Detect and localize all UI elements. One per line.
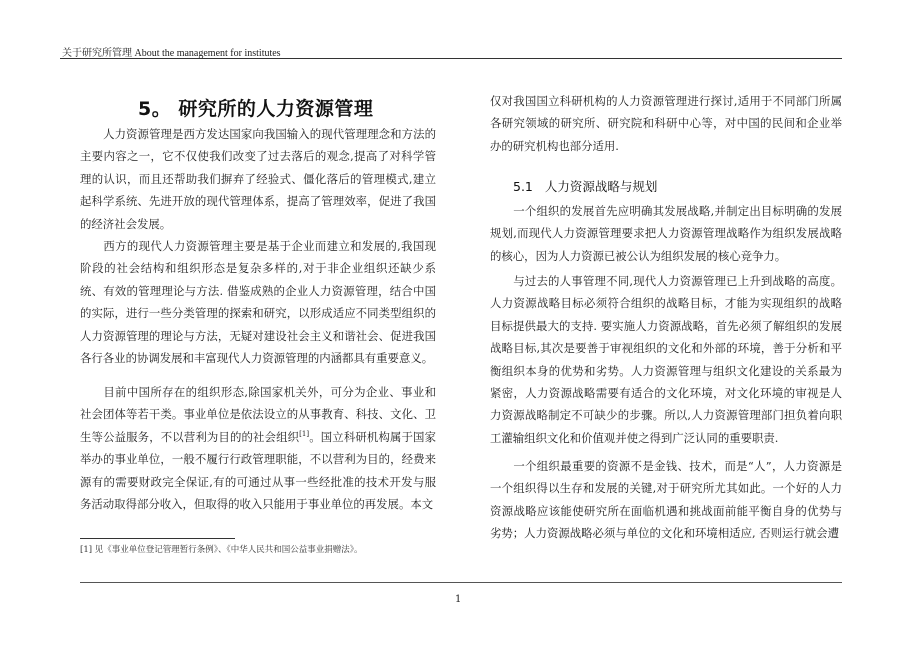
- body-paragraph: [490, 270, 842, 449]
- body-paragraph: [490, 455, 842, 545]
- paragraph-text: 。国立科研机构属于国家举办的事业单位，一般不履行行政管理职能，不以营利为目的，经费来源有的需要财政完全保证,有的可通过从事一些经批准的技术开发与服务活动取得部分收入，但取得的收入只能用于事业单位的再发展。本文: [80, 429, 436, 512]
- paragraph-text: 目前中国所存在的组织形态,除国家机关外，可分为企业、事业和社会团体等若干类。事业单位是依法设立的从事教育、科技、文化、卫生等公益服务，不以营利为目的的社会组织: [80, 385, 436, 444]
- body-paragraph: [490, 200, 842, 267]
- paragraph-text: 与过去的人事管理不同,现代人力资源管理已上升到战略的高度。人力资源战略目标必须符合组织的战略目标，才能为实现组织的战略目标提供最大的支持. 要实施人力资源战略，首先必须了解组织的发展战略目标,其次是要善于审视组织的文化和外部的环境，善于分析和平衡组织本身的优势和劣势。人力资源管理与组织文化建设的关系最为紧密，人力资源战略需要有适合的文化环境，对文化环境的审视是人力资源战略制定不可缺少的步骤。所以,人力资源管理部门担负着向职工灌输组织文化和价值观并使之得到广泛认同的重要职责.: [490, 274, 842, 445]
- footnote-rule: [80, 538, 235, 539]
- paragraph-text: 人力资源管理是西方发达国家向我国输入的现代管理理念和方法的主要内容之一，它不仅使我们改变了过去落后的观念,提高了对科学管理的认识，而且还帮助我们摒弃了经验式、僵化落后的管理模式,建立起科学系统、先进开放的现代管理体系，提高了管理效率，促进了我国的经济社会发展。: [80, 127, 436, 231]
- body-paragraph: [80, 123, 436, 235]
- footnote: [1] 见《事业单位登记管理暂行条例》、《中华人民共和国公益事业捐赠法》。: [80, 545, 363, 555]
- section-heading: [513, 177, 657, 195]
- paragraph-text: 仅对我国国立科研机构的人力资源管理进行探讨,适用于不同部门所属各研究领域的研究所、研究院和科研中心等，对中国的民间和企业举办的研究机构也部分适用.: [490, 94, 842, 153]
- section-number: 5.1: [513, 179, 533, 194]
- header-rule: [60, 58, 842, 59]
- page-number: 1: [455, 594, 462, 605]
- body-paragraph: [490, 90, 842, 157]
- paragraph-text: 一个组织最重要的资源不是金钱、技术，而是“人”，人力资源是一个组织得以生存和发展的关键,对于研究所尤其如此。一个好的人力资源战略应该能使研究所在面临机遇和挑战面前能平衡自身的优势与劣势；人力资源战略必须与单位的文化和环境相适应, 否则运行就会遭: [490, 459, 842, 541]
- chapter-title: 5。 研究所的人力资源管理: [138, 98, 374, 120]
- paragraph-text: 西方的现代人力资源管理主要是基于企业而建立和发展的,我国现阶段的社会结构和组织形态是复杂多样的,对于非企业组织还缺少系统、有效的管理理论与方法. 借鉴成熟的企业人力资源管理，结合中国的实际，进行一些分类管理的探索和研究，以形成适应不同类型组织的人力资源管理的理论与方法，无疑对建设社会主义和谐社会、促进我国各行各业的协调发展和丰富现代人力资源管理的内涵都具有重要意义。: [80, 239, 436, 366]
- section-title: 人力资源战略与规划: [544, 179, 658, 194]
- body-paragraph: [80, 235, 436, 369]
- footer-rule: [80, 582, 842, 583]
- paragraph-text: 一个组织的发展首先应明确其发展战略,并制定出目标明确的发展规划,而现代人力资源管理要求把人力资源管理战略作为组织发展战略的核心，因为人力资源已被公认为组织发展的核心竞争力。: [490, 204, 842, 263]
- footnote-marker: [1]: [299, 430, 310, 439]
- page-header: 关于研究所管理 About the management for institutes: [62, 48, 281, 59]
- body-paragraph: [80, 381, 436, 515]
